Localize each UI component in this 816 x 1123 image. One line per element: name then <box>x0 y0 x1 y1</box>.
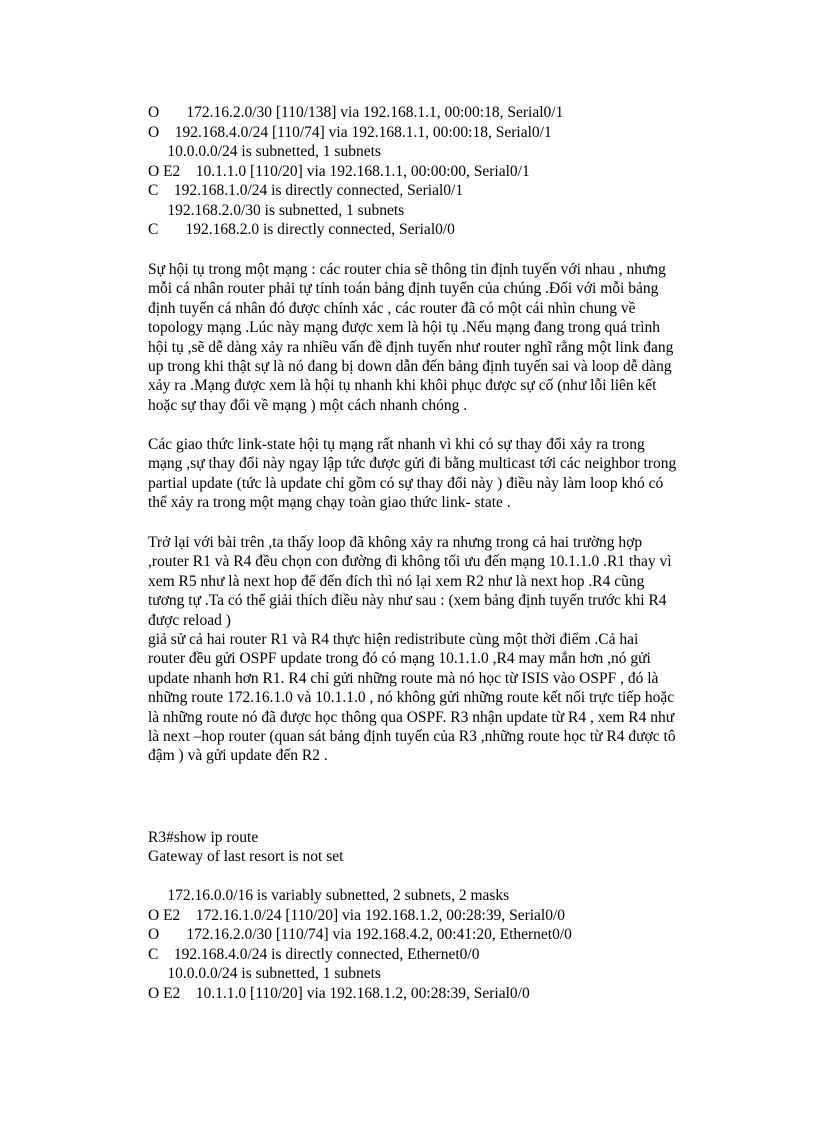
route-line: O 172.16.2.0/30 [110/138] via 192.168.1.1, 00:00:18, Serial0/1 <box>148 104 564 121</box>
route-line: O E2 10.1.1.0 [110/20] via 192.168.1.1, 00:00:00, Serial0/1 <box>148 163 530 180</box>
paragraph-redistribute: giả sử cả hai router R1 và R4 thực hiện redistribute cùng một thời điểm .Cả hai router đều gửi OSPF update trong đó có mạng 10.1.1.0 ,R4 may mắn hơn ,nó gửi update nhanh hơn R1. R4 chỉ gửi những route mà nó học từ ISIS vào OSPF , đó là những route 172.16.1.0 và 10.1.1.0 , nó không gửi những route kết nối trực tiếp hoặc là những route nó đã được học thông qua OSPF. R3 nhận update từ R4 , xem R4 như là next –hop router (quan sát bảng định tuyến của R3 ,những route học từ R4 được tô đậm ) và gửi update đến R2 . <box>148 631 676 765</box>
route-line: 10.0.0.0/24 is subnetted, 1 subnets <box>148 143 381 160</box>
route-line: O 192.168.4.0/24 [110/74] via 192.168.1.1, 00:00:18, Serial0/1 <box>148 124 552 141</box>
route-line: C 192.168.4.0/24 is directly connected, Ethernet0/0 <box>148 946 480 963</box>
paragraph-convergence: Sự hội tụ trong một mạng : các router chia sẽ thông tin định tuyến với nhau , nhưng mỗi cá nhân router phải tự tính toán bảng định tuyến của chúng .Đối với mỗi bảng định tuyến cá nhân đó được chính xác , các router đã có một cái nhìn chung về topology mạng .Lúc này mạng được xem là hội tụ .Nếu mạng đang trong quá trình hội tụ ,sẽ dễ dàng xảy ra nhiều vấn đề định tuyến như router nghĩ rằng một link đang up trong khi thật sự là nó đang bị down dẫn đến bảng định tuyến sai và loop dễ dàng xảy ra .Mạng được xem là hội tụ nhanh khi khôi phục được sự cố (như lỗi liên kết hoặc sự thay đổi về mạng ) một cách nhanh chóng . <box>148 261 674 414</box>
route-line: 10.0.0.0/24 is subnetted, 1 subnets <box>148 965 381 982</box>
route-line: C 192.168.1.0/24 is directly connected, Serial0/1 <box>148 182 464 199</box>
route-line: O E2 10.1.1.0 [110/20] via 192.168.1.2, 00:28:39, Serial0/0 <box>148 985 530 1002</box>
r3-command: R3#show ip route <box>148 829 259 846</box>
route-line: 172.16.0.0/16 is variably subnetted, 2 subnets, 2 masks <box>148 887 510 904</box>
paragraph-loop-analysis: Trở lại với bài trên ,ta thấy loop đã không xảy ra nhưng trong cả hai trường hợp ,router R1 và R4 đều chọn con đường đi không tối ưu đến mạng 10.1.1.0 .R1 thay vì xem R5 như là next hop để đến đích thì nó lại xem R2 như là next hop .R4 cũng tương tự .Ta có thể giải thích điều này như sau : (xem bảng định tuyến trước khi R4 được reload ) <box>148 534 672 629</box>
route-line: O 172.16.2.0/30 [110/74] via 192.168.4.2, 00:41:20, Ethernet0/0 <box>148 926 572 943</box>
paragraph-link-state: Các giao thức link-state hội tụ mạng rất nhanh vì khi có sự thay đổi xảy ra trong mạng ,sự thay đổi này ngay lập tức được gửi đi bằng multicast tới các neighbor trong partial update (tức là update chỉ gồm có sự thay đổi này ) điều này làm loop khó có thể xảy ra trong một mạng chạy toàn giao thức link- state . <box>148 436 677 512</box>
gateway-line: Gateway of last resort is not set <box>148 848 344 865</box>
route-line: C 192.168.2.0 is directly connected, Serial0/0 <box>148 221 455 238</box>
route-line: 192.168.2.0/30 is subnetted, 1 subnets <box>148 202 405 219</box>
route-line: O E2 172.16.1.0/24 [110/20] via 192.168.1.2, 00:28:39, Serial0/0 <box>148 907 566 924</box>
